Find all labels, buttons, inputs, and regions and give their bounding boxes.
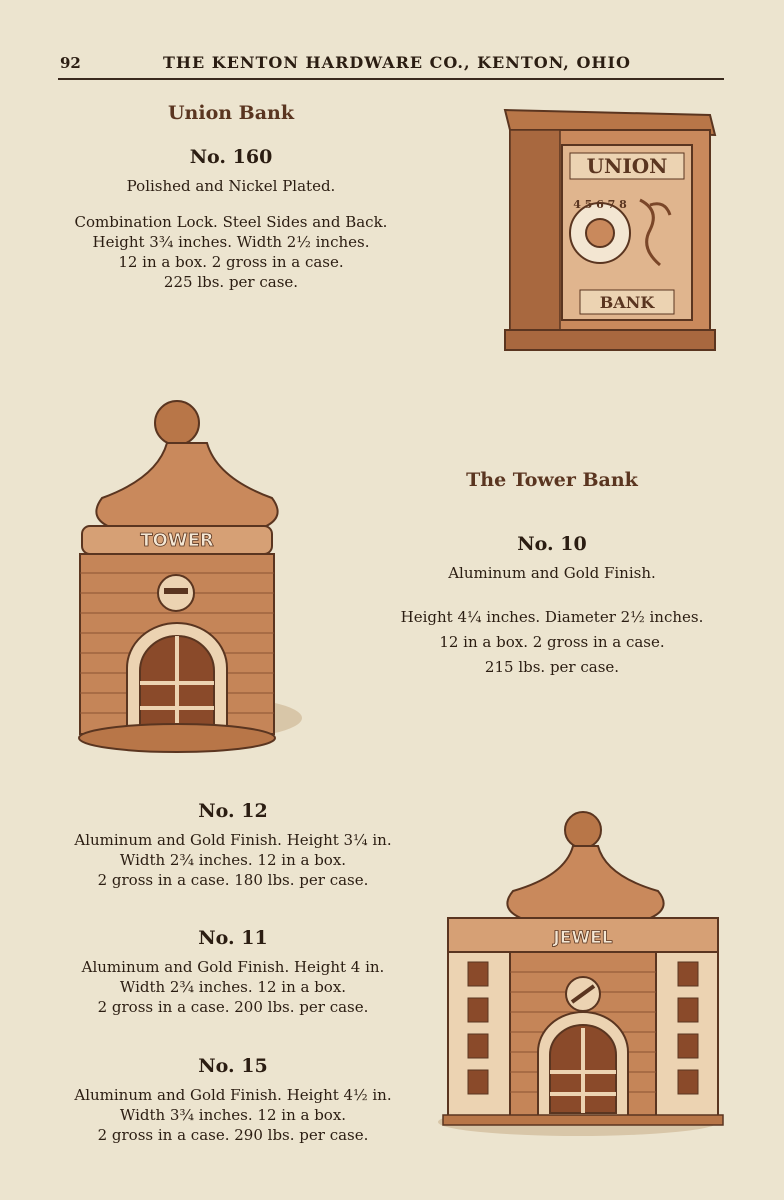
- tower-bank-number: No. 10: [517, 533, 587, 555]
- jewel-bank-engraving: JEWEL: [553, 928, 613, 948]
- union-bank-dial-numbers: 4 5 6 7 8: [573, 198, 627, 211]
- item-line: 2 gross in a case. 180 lbs. per case.: [97, 871, 369, 889]
- item-no-15: [58, 1055, 408, 1145]
- union-bank-line: Height 3¾ inches. Width 2½ inches.: [92, 233, 370, 251]
- item-line: Aluminum and Gold Finish. Height 3¼ in.: [74, 831, 392, 849]
- tower-bank-line: 12 in a box. 2 gross in a case.: [439, 633, 665, 651]
- item-number: No. 12: [198, 800, 268, 822]
- tower-bank-line: Height 4¼ inches. Diameter 2½ inches.: [400, 608, 704, 626]
- union-bank-engraving-top: UNION: [586, 154, 668, 178]
- tower-bank-illustration: [72, 398, 310, 760]
- page-header: [58, 50, 724, 80]
- item-line: 2 gross in a case. 290 lbs. per case.: [97, 1126, 369, 1144]
- page-number: 92: [60, 54, 81, 72]
- item-number: No. 11: [198, 927, 268, 949]
- item-no-12: [58, 800, 408, 890]
- jewel-bank-illustration: [428, 810, 724, 1140]
- tower-bank-description: [374, 469, 730, 680]
- union-bank-line: 12 in a box. 2 gross in a case.: [118, 253, 344, 271]
- union-bank-number: No. 160: [189, 146, 273, 168]
- item-line: 2 gross in a case. 200 lbs. per case.: [97, 998, 369, 1016]
- union-bank-line: Combination Lock. Steel Sides and Back.: [74, 213, 388, 231]
- item-number: No. 15: [198, 1055, 268, 1077]
- header-title: THE KENTON HARDWARE CO., KENTON, OHIO: [163, 53, 631, 72]
- union-bank-engraving-bottom: BANK: [599, 293, 655, 312]
- item-line: Aluminum and Gold Finish. Height 4 in.: [81, 958, 385, 976]
- union-bank-title: Union Bank: [167, 102, 295, 124]
- union-bank-finish: Polished and Nickel Plated.: [126, 177, 336, 195]
- item-line: Width 2¾ inches. 12 in a box.: [119, 978, 347, 996]
- item-no-11: [58, 927, 408, 1017]
- item-line: Aluminum and Gold Finish. Height 4½ in.: [74, 1086, 392, 1104]
- tower-bank-line: 215 lbs. per case.: [484, 658, 620, 676]
- tower-bank-finish: Aluminum and Gold Finish.: [448, 564, 656, 582]
- tower-bank-engraving: TOWER: [140, 530, 214, 551]
- union-bank-description: [58, 102, 404, 292]
- item-line: Width 2¾ inches. 12 in a box.: [119, 851, 347, 869]
- item-line: Width 3¾ inches. 12 in a box.: [119, 1106, 347, 1124]
- union-bank-line: 225 lbs. per case.: [163, 273, 299, 291]
- tower-bank-title: The Tower Bank: [466, 469, 638, 491]
- union-bank-illustration: [500, 105, 720, 360]
